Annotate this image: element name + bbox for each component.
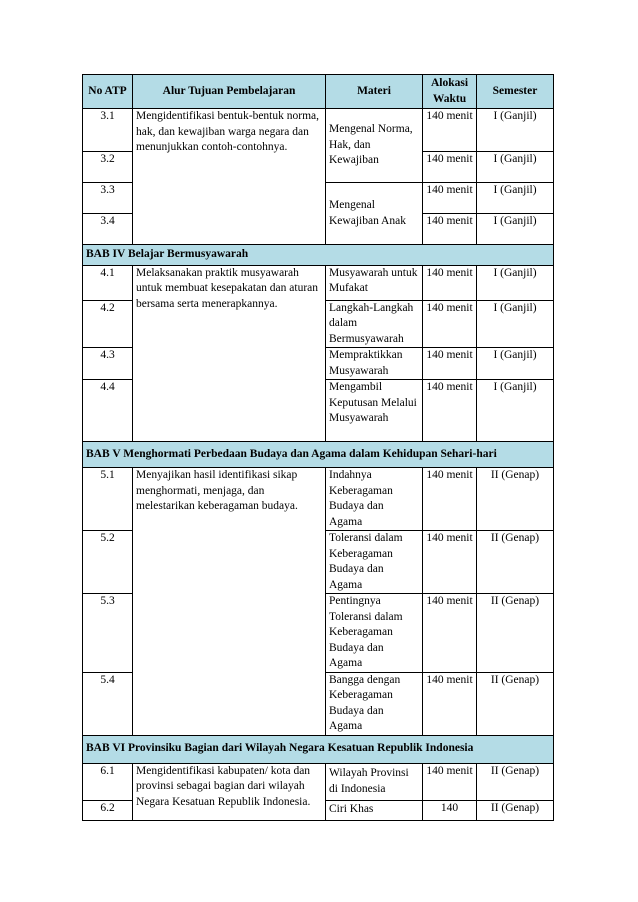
table-row [83, 265, 554, 300]
tujuan-pembelajaran: Mengidentifikasi bentuk-bentuk norma, hak, dan kewajiban warga negara dan menunjukkan contoh-contohnya. [133, 109, 326, 245]
semester: II (Genap) [477, 800, 554, 820]
materi-cell: Ciri Khas [326, 800, 423, 820]
alokasi-waktu: 140 menit [423, 109, 477, 152]
atp-number: 4.4 [83, 380, 133, 442]
header-alokasi: Alokasi Waktu [423, 75, 477, 109]
semester: II (Genap) [477, 763, 554, 800]
atp-number: 6.2 [83, 800, 133, 820]
atp-number: 3.3 [83, 183, 133, 214]
alokasi-waktu: 140 menit [423, 468, 477, 531]
header-alur: Alur Tujuan Pembelajaran [133, 75, 326, 109]
semester: II (Genap) [477, 531, 554, 594]
materi-cell: Mengenal Norma, Hak, dan Kewajiban [326, 109, 423, 183]
semester: I (Ganjil) [477, 380, 554, 442]
alokasi-waktu: 140 [423, 800, 477, 820]
materi-cell: Wilayah Provinsi di Indonesia [326, 763, 423, 800]
alokasi-waktu: 140 menit [423, 594, 477, 673]
atp-number: 5.2 [83, 531, 133, 594]
materi-cell: Mengenal Kewajiban Anak [326, 183, 423, 245]
materi-cell: Toleransi dalam Keberagaman Budaya dan Agama [326, 531, 423, 594]
alokasi-waktu: 140 menit [423, 348, 477, 380]
atp-number: 3.1 [83, 109, 133, 152]
semester: I (Ganjil) [477, 348, 554, 380]
bab-title: BAB VI Provinsiku Bagian dari Wilayah Negara Kesatuan Republik Indonesia [83, 735, 554, 763]
semester: II (Genap) [477, 594, 554, 673]
header-semester: Semester [477, 75, 554, 109]
alokasi-waktu: 140 menit [423, 672, 477, 735]
tujuan-pembelajaran: Menyajikan hasil identifikasi sikap menghormati, menjaga, dan melestarikan keberagaman budaya. [133, 468, 326, 736]
materi-cell: Indahnya Keberagaman Budaya dan Agama [326, 468, 423, 531]
header-materi: Materi [326, 75, 423, 109]
bab-title: BAB V Menghormati Perbedaan Budaya dan Agama dalam Kehidupan Sehari-hari [83, 442, 554, 468]
atp-number: 6.1 [83, 763, 133, 800]
atp-number: 3.2 [83, 152, 133, 183]
alokasi-waktu: 140 menit [423, 300, 477, 348]
alokasi-waktu: 140 menit [423, 265, 477, 300]
atp-number: 3.4 [83, 214, 133, 245]
materi-cell: Mempraktikkan Musyawarah [326, 348, 423, 380]
materi-cell: Bangga dengan Keberagaman Budaya dan Agama [326, 672, 423, 735]
bab-heading-row [83, 735, 554, 763]
tujuan-pembelajaran: Mengidentifikasi kabupaten/ kota dan provinsi sebagai bagian dari wilayah Negara Kesatuan Republik Indonesia. [133, 763, 326, 820]
table-header-row [83, 75, 554, 109]
semester: I (Ganjil) [477, 109, 554, 152]
table-row [83, 468, 554, 531]
atp-number: 4.2 [83, 300, 133, 348]
semester: I (Ganjil) [477, 183, 554, 214]
alokasi-waktu: 140 menit [423, 152, 477, 183]
atp-table [82, 74, 554, 821]
materi-cell: Mengambil Keputusan Melalui Musyawarah [326, 380, 423, 442]
materi-cell: Langkah-Langkah dalam Bermusyawarah [326, 300, 423, 348]
bab-heading-row [83, 442, 554, 468]
semester: I (Ganjil) [477, 300, 554, 348]
atp-number: 5.1 [83, 468, 133, 531]
atp-number: 4.3 [83, 348, 133, 380]
atp-number: 5.4 [83, 672, 133, 735]
alokasi-waktu: 140 menit [423, 380, 477, 442]
table-row [83, 109, 554, 152]
materi-cell: Musyawarah untuk Mufakat [326, 265, 423, 300]
tujuan-pembelajaran: Melaksanakan praktik musyawarah untuk membuat kesepakatan dan aturan bersama serta menerapkannya. [133, 265, 326, 442]
atp-number: 4.1 [83, 265, 133, 300]
alokasi-waktu: 140 menit [423, 763, 477, 800]
table-row [83, 763, 554, 800]
semester: I (Ganjil) [477, 214, 554, 245]
bab-heading-row [83, 245, 554, 266]
atp-number: 5.3 [83, 594, 133, 673]
semester: II (Genap) [477, 468, 554, 531]
header-no-atp: No ATP [83, 75, 133, 109]
semester: I (Ganjil) [477, 265, 554, 300]
alokasi-waktu: 140 menit [423, 214, 477, 245]
alokasi-waktu: 140 menit [423, 183, 477, 214]
bab-title: BAB IV Belajar Bermusyawarah [83, 245, 554, 266]
semester: I (Ganjil) [477, 152, 554, 183]
materi-cell: Pentingnya Toleransi dalam Keberagaman Budaya dan Agama [326, 594, 423, 673]
semester: II (Genap) [477, 672, 554, 735]
alokasi-waktu: 140 menit [423, 531, 477, 594]
